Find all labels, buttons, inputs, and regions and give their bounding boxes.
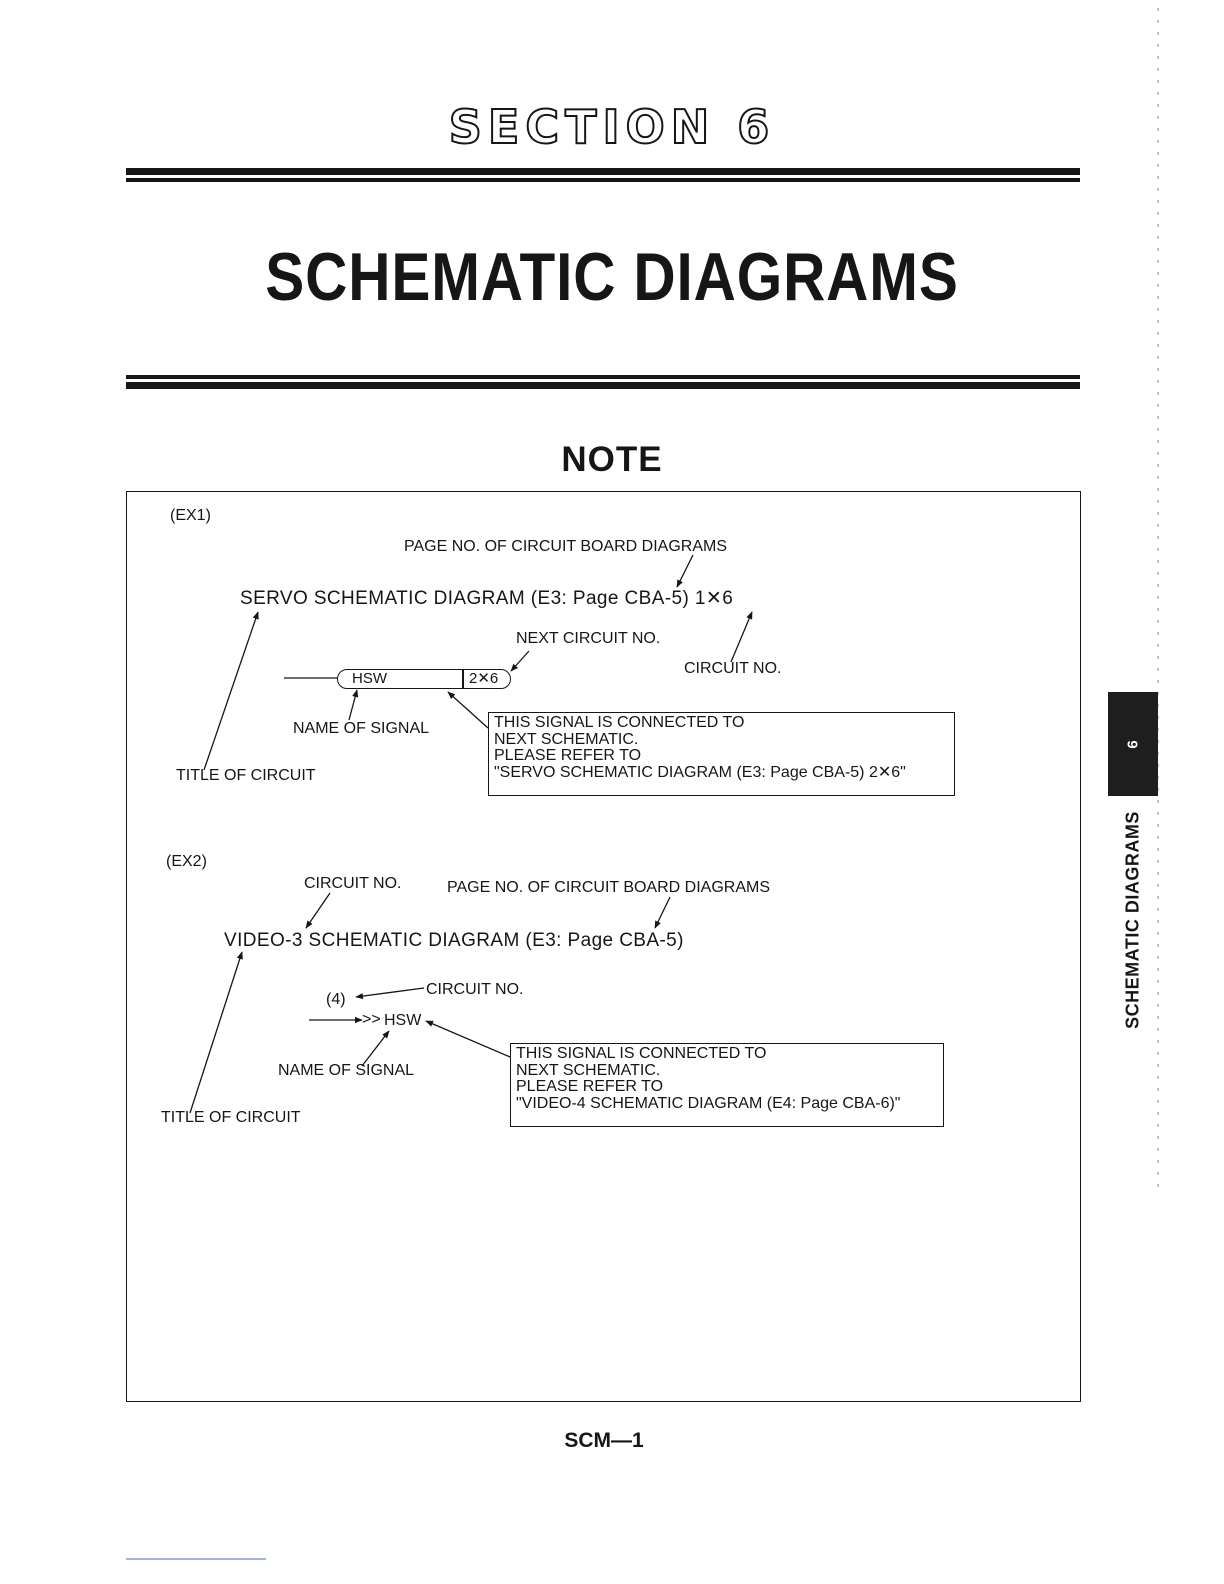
ex1-title-of-circuit-label: TITLE OF CIRCUIT — [176, 767, 316, 784]
note-heading: NOTE — [561, 440, 663, 479]
side-tab-label-text: SCHEMATIC DIAGRAMS — [1122, 811, 1143, 1029]
ex1-note-line: THIS SIGNAL IS CONNECTED TO — [494, 714, 745, 731]
side-tab-number — [1108, 692, 1158, 796]
ex2-signal-name: HSW — [384, 1012, 422, 1029]
ex1-note-line: NEXT SCHEMATIC. — [494, 730, 639, 748]
ex1-note-line: "SERVO SCHEMATIC DIAGRAM (E3: Page CBA-5) 2✕6" — [494, 763, 906, 781]
ex2-note-line: "VIDEO-4 SCHEMATIC DIAGRAM (E4: Page CBA-6)" — [516, 1094, 901, 1112]
ex2-note-line: THIS SIGNAL IS CONNECTED TO — [516, 1045, 767, 1062]
top-rule-upper — [126, 168, 1080, 175]
ex1-note-line: PLEASE REFER TO — [494, 747, 642, 764]
ex1-note-box — [488, 712, 955, 796]
ex1-signal-name: HSW — [352, 670, 387, 687]
ex2-diagram-title: VIDEO-3 SCHEMATIC DIAGRAM (E3: Page CBA-5) — [224, 930, 684, 951]
section-label: SECTION 6 — [448, 100, 776, 154]
ex2-note-box — [510, 1043, 944, 1127]
ex1-next-circuit-label: NEXT CIRCUIT NO. — [516, 630, 661, 647]
ex2-label: (EX2) — [166, 853, 207, 870]
ex2-page-no-label: PAGE NO. OF CIRCUIT BOARD DIAGRAMS — [447, 879, 770, 896]
bottom-rule-upper — [126, 375, 1080, 379]
ex2-circuit-ref: (4) — [326, 991, 346, 1008]
ex2-circuit-no-label-2: CIRCUIT NO. — [426, 981, 524, 998]
page-title: SCHEMATIC DIAGRAMS — [265, 239, 959, 315]
ex1-signal-divider — [462, 670, 464, 688]
ex2-name-of-signal-label: NAME OF SIGNAL — [278, 1062, 415, 1079]
ex1-signal-ref: 2✕6 — [469, 670, 499, 687]
bottom-rule-lower — [126, 382, 1080, 389]
ex1-circuit-no-label: CIRCUIT NO. — [684, 660, 782, 677]
ex2-note-line: NEXT SCHEMATIC. — [516, 1061, 661, 1079]
ex2-title-of-circuit-label: TITLE OF CIRCUIT — [161, 1109, 301, 1126]
ex1-signal-tag — [337, 669, 511, 689]
ex1-diagram-title: SERVO SCHEMATIC DIAGRAM (E3: Page CBA-5) 1✕6 — [240, 588, 734, 609]
ex1-name-of-signal-label: NAME OF SIGNAL — [293, 720, 430, 737]
top-rule-lower — [126, 178, 1080, 182]
page-number: SCM—1 — [564, 1429, 644, 1452]
ex2-note-line: PLEASE REFER TO — [516, 1078, 664, 1095]
side-tab-number-text: 6 — [1124, 739, 1142, 749]
ex1-page-no-label: PAGE NO. OF CIRCUIT BOARD DIAGRAMS — [404, 538, 727, 555]
ex1-label: (EX1) — [170, 507, 211, 524]
ex2-signal-arrow: >> — [362, 1011, 381, 1028]
ex2-circuit-no-label: CIRCUIT NO. — [304, 875, 402, 892]
